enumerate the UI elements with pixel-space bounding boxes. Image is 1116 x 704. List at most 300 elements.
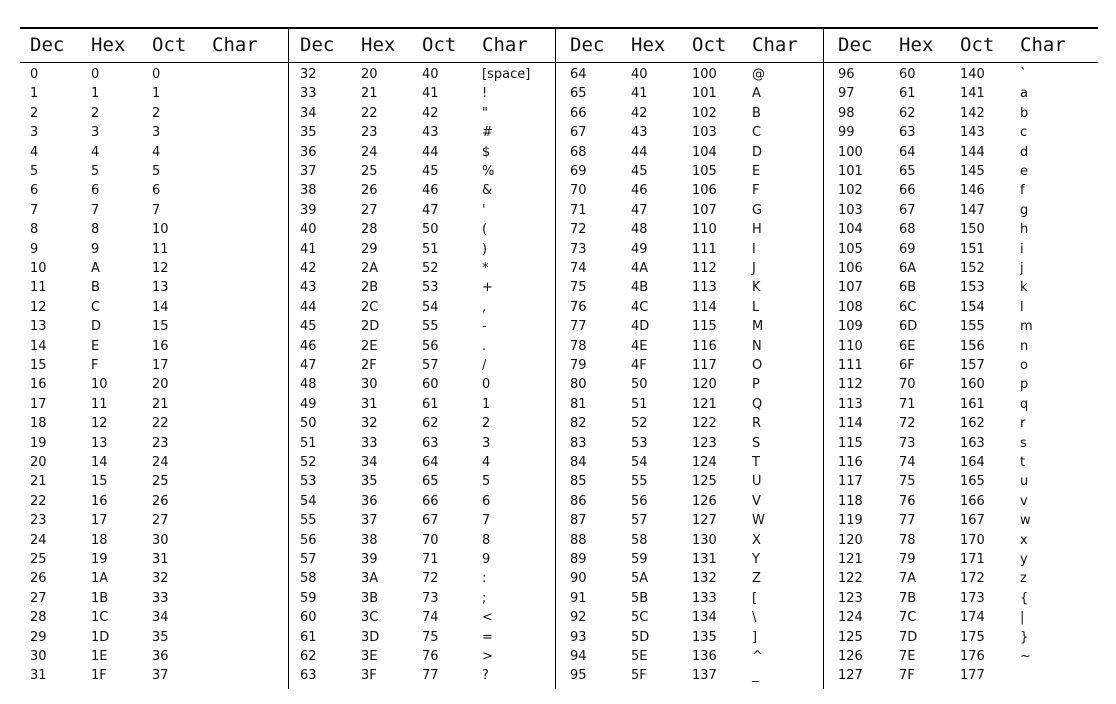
cell-oct: 26 [152, 493, 169, 509]
cell-char: . [482, 338, 487, 354]
cell-oct: 125 [692, 474, 717, 490]
cell-char: H [752, 222, 762, 238]
cell-oct: 44 [422, 144, 439, 160]
cell-dec: 63 [300, 668, 317, 684]
cell-char: ~ [1020, 649, 1031, 664]
cell-hex: 5A [631, 571, 649, 587]
cell-dec: 37 [300, 164, 317, 179]
cell-hex: 3F [361, 668, 377, 684]
cell-dec: 26 [30, 571, 47, 587]
cell-hex: 46 [631, 183, 648, 199]
cell-hex: 40 [631, 67, 648, 82]
cell-dec: 55 [300, 513, 317, 529]
cell-hex: 5F [631, 668, 647, 684]
cell-oct: 52 [422, 261, 439, 276]
cell-dec: 58 [300, 571, 317, 587]
cell-oct: 145 [960, 164, 985, 179]
header-hex-1: Hex [361, 34, 396, 56]
table-body [20, 63, 1098, 689]
header-dec-1: Dec [300, 34, 335, 56]
cell-oct: 172 [960, 571, 985, 587]
cell-dec: 42 [300, 261, 317, 276]
cell-hex: E [91, 338, 100, 354]
cell-oct: 123 [692, 435, 717, 451]
cell-hex: 6F [899, 358, 915, 373]
cell-dec: 13 [30, 319, 47, 335]
cell-dec: 116 [838, 455, 863, 470]
cell-dec: 48 [300, 377, 317, 393]
cell-char: > [482, 649, 493, 664]
cell-oct: 2 [152, 105, 161, 121]
cell-dec: 31 [30, 668, 47, 684]
cell-oct: 64 [422, 455, 439, 470]
cell-oct: 77 [422, 668, 439, 684]
cell-dec: 78 [570, 338, 587, 354]
cell-char: N [752, 338, 762, 354]
cell-hex: 43 [631, 125, 648, 141]
cell-oct: 156 [960, 338, 985, 354]
cell-oct: 143 [960, 125, 985, 141]
cell-dec: 51 [300, 435, 317, 451]
cell-hex: 6 [91, 183, 100, 199]
cell-oct: 101 [692, 86, 717, 102]
cell-hex: 8 [91, 222, 100, 238]
cell-hex: 2D [361, 319, 380, 335]
cell-oct: 5 [152, 164, 161, 179]
cell-hex: 1E [91, 649, 108, 664]
cell-char: p [1020, 377, 1029, 393]
group-divider [823, 28, 824, 689]
cell-oct: 103 [692, 125, 717, 141]
cell-char: j [1020, 261, 1024, 276]
cell-oct: 155 [960, 319, 985, 335]
cell-oct: 46 [422, 183, 439, 199]
cell-hex: 2F [361, 358, 377, 373]
cell-dec: 59 [300, 590, 317, 606]
cell-dec: 45 [300, 319, 317, 335]
cell-hex: 54 [631, 455, 648, 470]
cell-dec: 47 [300, 358, 317, 373]
cell-char: 9 [482, 552, 491, 567]
cell-dec: 71 [570, 202, 587, 218]
cell-char: $ [482, 144, 491, 160]
cell-oct: 47 [422, 202, 439, 218]
cell-oct: 147 [960, 202, 985, 218]
cell-hex: 4C [631, 299, 649, 315]
cell-hex: 59 [631, 552, 648, 567]
cell-oct: 174 [960, 610, 985, 626]
cell-hex: 18 [91, 532, 108, 548]
cell-dec: 27 [30, 590, 47, 606]
cell-dec: 24 [30, 532, 47, 548]
cell-char: } [1020, 629, 1029, 645]
cell-oct: 135 [692, 629, 717, 645]
cell-dec: 127 [838, 668, 863, 684]
cell-dec: 19 [30, 435, 47, 451]
cell-hex: 28 [361, 222, 378, 238]
cell-oct: 31 [152, 552, 169, 567]
cell-char: I [752, 241, 756, 257]
cell-dec: 15 [30, 358, 47, 373]
cell-dec: 30 [30, 649, 47, 664]
cell-hex: 69 [899, 241, 916, 257]
cell-char: n [1020, 338, 1029, 354]
cell-hex: 70 [899, 377, 916, 393]
cell-hex: 7D [899, 629, 918, 645]
cell-dec: 126 [838, 649, 863, 664]
cell-hex: 53 [631, 435, 648, 451]
cell-dec: 34 [300, 105, 317, 121]
cell-dec: 53 [300, 474, 317, 490]
cell-dec: 103 [838, 202, 863, 218]
cell-dec: 106 [838, 261, 863, 276]
header-hex-3: Hex [899, 34, 934, 56]
header-char-1: Char [482, 34, 528, 56]
cell-oct: 157 [960, 358, 985, 373]
cell-dec: 44 [300, 299, 317, 315]
header-dec-0: Dec [30, 34, 65, 56]
cell-char: k [1020, 280, 1028, 296]
cell-oct: 51 [422, 241, 439, 257]
cell-oct: 15 [152, 319, 169, 335]
header-char-2: Char [752, 34, 798, 56]
cell-char: 2 [482, 416, 491, 432]
header-dec-3: Dec [838, 34, 873, 56]
header-char-0: Char [212, 34, 258, 56]
cell-oct: 71 [422, 552, 439, 567]
cell-oct: 34 [152, 610, 169, 626]
cell-oct: 32 [152, 571, 169, 587]
cell-oct: 53 [422, 280, 439, 296]
cell-char: [space] [482, 67, 531, 82]
cell-char: s [1020, 435, 1027, 451]
cell-dec: 67 [570, 125, 587, 141]
cell-hex: 1B [91, 590, 109, 606]
cell-oct: 24 [152, 455, 169, 470]
cell-char: a [1020, 86, 1028, 102]
cell-dec: 3 [30, 125, 39, 141]
cell-char: ' [482, 202, 486, 218]
cell-oct: 124 [692, 455, 717, 470]
cell-char: l [1020, 299, 1024, 315]
cell-char: : [482, 571, 487, 587]
cell-hex: 41 [631, 86, 648, 102]
cell-char: ^ [752, 649, 763, 664]
cell-oct: 12 [152, 261, 169, 276]
cell-char: " [482, 105, 488, 121]
cell-hex: 65 [899, 164, 916, 179]
cell-hex: 35 [361, 474, 378, 490]
cell-hex: 3C [361, 610, 379, 626]
cell-hex: 73 [899, 435, 916, 451]
cell-hex: 33 [361, 435, 378, 451]
cell-char: r [1020, 416, 1026, 432]
cell-dec: 76 [570, 299, 587, 315]
cell-hex: 74 [899, 455, 916, 470]
cell-oct: 173 [960, 590, 985, 606]
cell-hex: 3A [361, 571, 379, 587]
cell-char: R [752, 416, 762, 432]
cell-char: C [752, 125, 762, 141]
cell-dec: 22 [30, 493, 47, 509]
cell-oct: 63 [422, 435, 439, 451]
cell-oct: 104 [692, 144, 717, 160]
cell-hex: 7 [91, 202, 100, 218]
cell-hex: 1F [91, 668, 107, 684]
cell-oct: 141 [960, 86, 985, 102]
cell-hex: 60 [899, 67, 916, 82]
cell-dec: 90 [570, 571, 587, 587]
cell-oct: 161 [960, 396, 985, 412]
cell-char: @ [752, 67, 765, 82]
cell-dec: 36 [300, 144, 317, 160]
cell-hex: 15 [91, 474, 108, 490]
cell-dec: 4 [30, 144, 39, 160]
cell-oct: 6 [152, 183, 161, 199]
cell-oct: 132 [692, 571, 717, 587]
cell-oct: 151 [960, 241, 985, 257]
cell-oct: 166 [960, 493, 985, 509]
cell-oct: 43 [422, 125, 439, 141]
cell-hex: 4E [631, 338, 648, 354]
cell-oct: 7 [152, 202, 161, 218]
cell-hex: 29 [361, 241, 378, 257]
cell-oct: 165 [960, 474, 985, 490]
cell-hex: 5 [91, 164, 100, 179]
cell-oct: 60 [422, 377, 439, 393]
cell-char: T [752, 455, 760, 470]
cell-hex: 26 [361, 183, 378, 199]
cell-char: L [752, 299, 760, 315]
cell-dec: 89 [570, 552, 587, 567]
cell-dec: 117 [838, 474, 863, 490]
cell-oct: 76 [422, 649, 439, 664]
cell-hex: F [91, 358, 99, 373]
cell-hex: 4F [631, 358, 647, 373]
cell-hex: 79 [899, 552, 916, 567]
cell-oct: 154 [960, 299, 985, 315]
cell-dec: 62 [300, 649, 317, 664]
cell-hex: 30 [361, 377, 378, 393]
cell-oct: 152 [960, 261, 985, 276]
cell-hex: 51 [631, 396, 648, 412]
cell-oct: 134 [692, 610, 717, 626]
cell-dec: 105 [838, 241, 863, 257]
cell-oct: 62 [422, 416, 439, 432]
cell-hex: 4B [631, 280, 649, 296]
cell-hex: 39 [361, 552, 378, 567]
cell-oct: 110 [692, 222, 717, 238]
cell-char: & [482, 183, 493, 199]
cell-dec: 23 [30, 513, 47, 529]
cell-dec: 65 [570, 86, 587, 102]
ascii-table [20, 27, 1098, 689]
cell-dec: 120 [838, 532, 863, 548]
cell-dec: 18 [30, 416, 47, 432]
cell-char: X [752, 532, 761, 548]
cell-hex: 49 [631, 241, 648, 257]
cell-hex: 2B [361, 280, 379, 296]
cell-dec: 83 [570, 435, 587, 451]
cell-dec: 57 [300, 552, 317, 567]
cell-char: V [752, 493, 761, 509]
cell-oct: 33 [152, 590, 169, 606]
cell-char: 0 [482, 377, 491, 393]
cell-dec: 93 [570, 629, 587, 645]
cell-hex: D [91, 319, 102, 335]
cell-oct: 45 [422, 164, 439, 179]
cell-char: Z [752, 571, 761, 587]
cell-dec: 50 [300, 416, 317, 432]
cell-dec: 66 [570, 105, 587, 121]
header-dec-2: Dec [570, 34, 605, 56]
cell-dec: 123 [838, 590, 863, 606]
header-oct-2: Oct [692, 34, 727, 56]
cell-oct: 4 [152, 144, 161, 160]
cell-char: K [752, 280, 761, 296]
cell-oct: 112 [692, 261, 717, 276]
cell-oct: 65 [422, 474, 439, 490]
cell-hex: 5D [631, 629, 650, 645]
cell-hex: 62 [899, 105, 916, 121]
cell-oct: 75 [422, 629, 439, 645]
cell-hex: 9 [91, 241, 100, 257]
cell-oct: 111 [692, 241, 717, 257]
cell-hex: 47 [631, 202, 648, 218]
cell-hex: 56 [631, 493, 648, 509]
cell-hex: 17 [91, 513, 108, 529]
cell-dec: 68 [570, 144, 587, 160]
cell-hex: 6C [899, 299, 917, 315]
cell-hex: 61 [899, 86, 916, 102]
cell-hex: 25 [361, 164, 378, 179]
cell-oct: 74 [422, 610, 439, 626]
cell-char: 3 [482, 435, 491, 451]
cell-dec: 73 [570, 241, 587, 257]
cell-hex: 72 [899, 416, 916, 432]
cell-hex: 19 [91, 552, 108, 567]
cell-dec: 72 [570, 222, 587, 238]
cell-hex: 6E [899, 338, 916, 354]
cell-hex: 27 [361, 202, 378, 218]
cell-char: m [1020, 319, 1033, 335]
cell-char: \ [752, 610, 757, 626]
cell-char: ) [482, 241, 488, 257]
cell-dec: 52 [300, 455, 317, 470]
cell-dec: 33 [300, 86, 317, 102]
cell-hex: 1A [91, 571, 109, 587]
cell-oct: 106 [692, 183, 717, 199]
cell-oct: 163 [960, 435, 985, 451]
cell-hex: 21 [361, 86, 378, 102]
cell-hex: 7B [899, 590, 917, 606]
cell-dec: 46 [300, 338, 317, 354]
cell-oct: 136 [692, 649, 717, 664]
cell-char: , [482, 299, 487, 315]
cell-hex: 66 [899, 183, 916, 199]
cell-dec: 102 [838, 183, 863, 199]
cell-char: E [752, 164, 761, 179]
cell-char: M [752, 319, 764, 335]
cell-hex: 7E [899, 649, 916, 664]
group-divider [288, 28, 289, 689]
cell-oct: 16 [152, 338, 169, 354]
cell-hex: 34 [361, 455, 378, 470]
cell-hex: 31 [361, 396, 378, 412]
cell-oct: 0 [152, 67, 161, 82]
cell-char: Q [752, 396, 763, 412]
cell-hex: A [91, 261, 100, 276]
cell-dec: 14 [30, 338, 47, 354]
cell-oct: 142 [960, 105, 985, 121]
cell-char: * [482, 261, 489, 276]
cell-hex: 23 [361, 125, 378, 141]
cell-dec: 56 [300, 532, 317, 548]
cell-hex: 63 [899, 125, 916, 141]
cell-oct: 117 [692, 358, 717, 373]
cell-hex: 20 [361, 67, 378, 82]
cell-hex: 5C [631, 610, 649, 626]
cell-oct: 107 [692, 202, 717, 218]
cell-oct: 61 [422, 396, 439, 412]
cell-dec: 125 [838, 629, 863, 645]
cell-dec: 110 [838, 338, 863, 354]
cell-dec: 121 [838, 552, 863, 567]
cell-dec: 16 [30, 377, 47, 393]
cell-hex: 24 [361, 144, 378, 160]
cell-oct: 175 [960, 629, 985, 645]
cell-dec: 115 [838, 435, 863, 451]
cell-dec: 8 [30, 222, 39, 238]
cell-dec: 0 [30, 67, 39, 82]
cell-dec: 98 [838, 105, 855, 121]
cell-char: ? [482, 668, 489, 684]
cell-char: i [1020, 241, 1024, 257]
cell-oct: 36 [152, 649, 169, 664]
cell-oct: 137 [692, 668, 717, 684]
cell-char: # [482, 125, 493, 141]
cell-hex: 64 [899, 144, 916, 160]
cell-dec: 17 [30, 396, 47, 412]
cell-hex: 5E [631, 649, 648, 664]
cell-char: F [752, 183, 760, 199]
cell-oct: 70 [422, 532, 439, 548]
cell-oct: 146 [960, 183, 985, 199]
cell-hex: 32 [361, 416, 378, 432]
cell-oct: 160 [960, 377, 985, 393]
cell-char: h [1020, 222, 1029, 238]
cell-char: Y [752, 552, 760, 567]
cell-char: g [1020, 202, 1029, 218]
cell-oct: 105 [692, 164, 717, 179]
cell-hex: 7C [899, 610, 917, 626]
cell-oct: 20 [152, 377, 169, 393]
cell-dec: 85 [570, 474, 587, 490]
cell-dec: 6 [30, 183, 39, 199]
cell-oct: 73 [422, 590, 439, 606]
cell-char: J [752, 261, 756, 276]
cell-hex: 77 [899, 513, 916, 529]
header-row [20, 29, 1098, 63]
cell-char: + [482, 280, 493, 296]
cell-char: B [752, 105, 761, 121]
cell-oct: 102 [692, 105, 717, 121]
cell-hex: 2A [361, 261, 379, 276]
cell-dec: 92 [570, 610, 587, 626]
cell-dec: 43 [300, 280, 317, 296]
cell-dec: 109 [838, 319, 863, 335]
cell-hex: 4A [631, 261, 649, 276]
